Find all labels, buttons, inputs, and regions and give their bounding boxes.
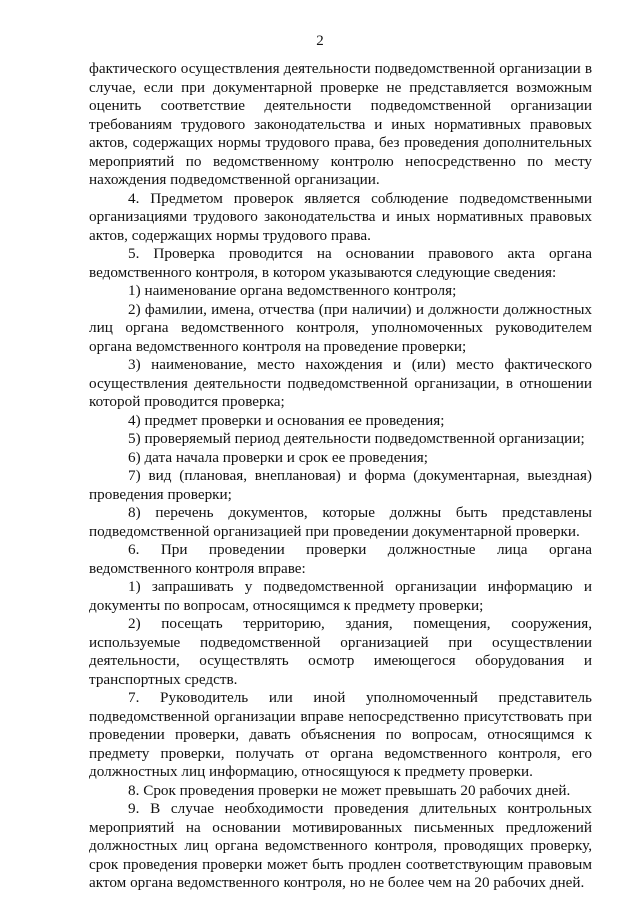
subitem-5-7: 7) вид (плановая, внеплановая) и форма (документарная, выездная) проведения проверки;	[89, 467, 592, 503]
subitem-5-5: 5) проверяемый период деятельности подведомственной организации;	[128, 430, 585, 447]
paragraph-item-8: 8. Срок проведения проверки не может превышать 20 рабочих дней.	[128, 781, 571, 799]
paragraph-continuation: фактического осуществления деятельности подведомственной организации в случае, если при документарной проверке не представляется возможным оценить соответствие деятельности подведомственной организации требованиям трудового законодательства и иных нормативных правовых актов, содержащих нормы трудового права, без проведения дополнительных мероприятий по ведомственному контролю непосредственно по месту нахождения подведомственной организации.	[89, 60, 592, 188]
document-body	[89, 60, 592, 893]
paragraph-item-9: 9. В случае необходимости проведения длительных контрольных мероприятий на основании мотивированных письменных предложений должностных лиц органа ведомственного контроля, проводящих проверку, срок проведения проверки может быть продлен соответствующим правовым актом органа ведомственного контроля, но не более чем на 20 рабочих дней.	[89, 800, 592, 891]
paragraph-item-5: 5. Проверка проводится на основании правового акта органа ведомственного контроля, в котором указываются следующие сведения:	[89, 245, 592, 281]
subitem-5-3: 3) наименование, место нахождения и (или) место фактического осуществления деятельности подведомственной организации, в отношении которой проводится проверка;	[89, 356, 592, 410]
paragraph-item-4: 4. Предметом проверок является соблюдение подведомственными организациями трудового законодательства и иных нормативных правовых актов, содержащих нормы трудового права.	[89, 189, 592, 244]
subitem-5-4: 4) предмет проверки и основания ее проведения;	[128, 411, 445, 429]
page-number: 2	[316, 33, 324, 49]
subitem-5-6: 6) дата начала проверки и срок ее проведения;	[128, 448, 428, 466]
subitem-5-8: 8) перечень документов, которые должны быть представлены подведомственной организацией при проведении документарной проверки.	[89, 504, 592, 540]
subitem-5-1: 1) наименование органа ведомственного контроля;	[128, 282, 457, 299]
subitem-6-2: 2) посещать территорию, здания, помещения, сооружения, используемые подведомственной организацией при осуществлении деятельности, осуществлять осмотр имеющегося оборудования и транспортных средств.	[89, 615, 592, 688]
paragraph-item-6: 6. При проведении проверки должностные лица органа ведомственного контроля вправе:	[89, 541, 592, 577]
subitem-5-2: 2) фамилии, имена, отчества (при наличии) и должности должностных лиц органа ведомственного контроля, уполномоченных руководителем органа ведомственного контроля на проведение проверки;	[89, 300, 592, 355]
subitem-6-1: 1) запрашивать у подведомственной организации информацию и документы по вопросам, относящимся к предмету проверки;	[89, 578, 592, 614]
paragraph-item-7: 7. Руководитель или иной уполномоченный представитель подведомственной организации вправе непосредственно присутствовать при проведении проверки, давать объяснения по вопросам, относящимся к предмету проверки, получать от органа ведомственного контроля, его должностных лиц информацию, относящуюся к предмету проверки.	[89, 689, 592, 780]
